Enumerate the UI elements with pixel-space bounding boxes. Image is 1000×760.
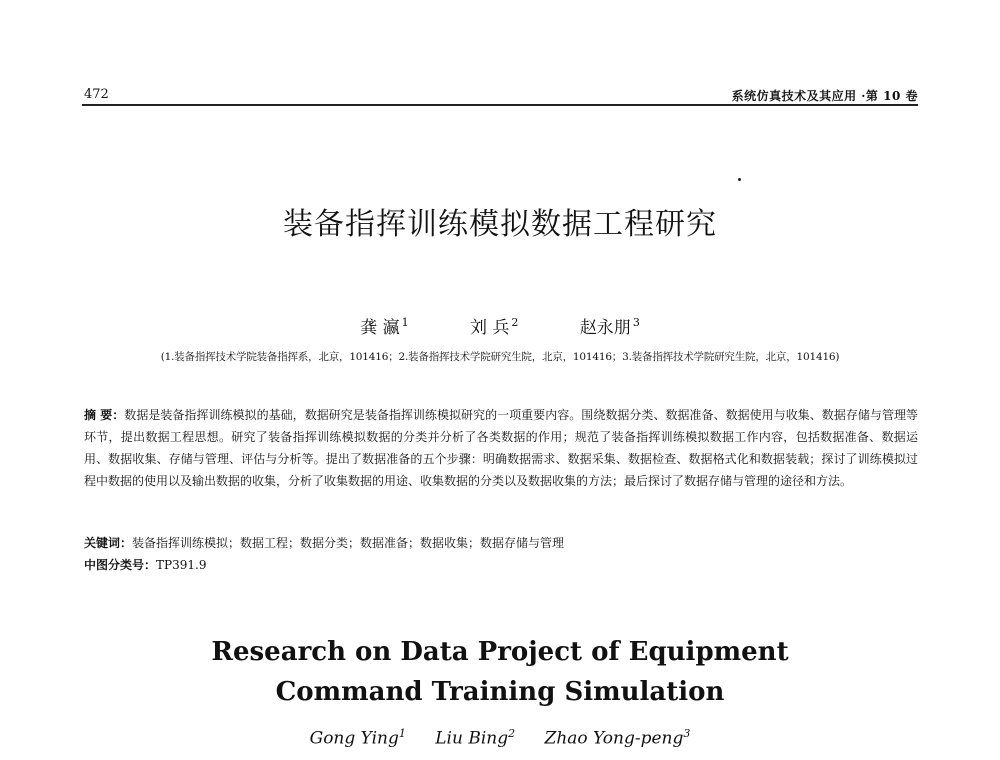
keywords-cn	[84, 534, 918, 551]
author-sup: 3	[632, 316, 640, 330]
author-sup: 3	[683, 727, 691, 740]
author-en	[435, 727, 515, 749]
abstract-cn	[84, 404, 918, 492]
author-sup: 2	[511, 316, 519, 330]
journal-info: 系统仿真技术及其应用 ·第 10 卷	[731, 89, 918, 103]
abstract-label: 摘 要：	[84, 408, 125, 422]
paper-title-cn: 装备指挥训练模拟数据工程研究	[283, 207, 717, 242]
author-cn	[470, 313, 518, 338]
classification-code	[84, 556, 918, 573]
clc-label: 中图分类号：	[84, 558, 157, 572]
paper-title-en-line2: Command Training Simulation	[275, 677, 725, 707]
author-sup: 1	[398, 727, 406, 740]
author-cn	[360, 313, 408, 338]
author-en	[310, 727, 406, 749]
author-name: 龚 瀛	[360, 318, 400, 338]
author-name: Liu Bing	[435, 728, 509, 749]
paper-title-en	[0, 632, 1000, 712]
author-en	[545, 727, 691, 749]
author-name: 刘 兵	[470, 318, 510, 338]
abstract-text: 数据是装备指挥训练模拟的基础，数据研究是装备指挥训练模拟研究的一项重要内容。围绕数据分类、数据准备、数据使用与收集、数据存储与管理等环节，提出数据工程思想。研究了装备指挥训练模拟数据的分类并分析了各类数据的作用；规范了装备指挥训练模拟数据工作内容，包括数据准备、数据运用、数据收集、存储与管理、评估与分析等。提出了数据准备的五个步骤：明确数据需求、数据采集、数据检查、数据格式化和数据装载；探讨了训练模拟过程中数据的使用以及输出数据的收集，分析了收集数据的用途、收集数据的分类以及数据收集的方法；最后探讨了数据存储与管理的途径和方法。	[84, 408, 918, 488]
stray-mark	[738, 178, 741, 181]
author-cn	[580, 313, 640, 338]
author-name: Zhao Yong-peng	[544, 728, 684, 749]
clc-text: TP391.9	[156, 558, 207, 572]
author-list-cn	[0, 313, 1000, 338]
author-name: 赵永朋	[579, 318, 631, 338]
author-sup: 2	[508, 727, 516, 740]
header-rule	[82, 104, 918, 106]
keywords-label: 关键词：	[84, 536, 133, 550]
paper-title-en-line1: Research on Data Project of Equipment	[211, 637, 789, 667]
author-name: Gong Ying	[309, 728, 399, 749]
keywords-text: 装备指挥训练模拟；数据工程；数据分类；数据准备；数据收集；数据存储与管理	[132, 536, 565, 550]
affiliations: (1.装备指挥技术学院装备指挥系，北京，101416；2.装备指挥技术学院研究生院，北京，101416；3.装备指挥技术学院研究生院，北京，101416)	[160, 351, 840, 363]
author-sup: 1	[401, 316, 409, 330]
author-list-en	[0, 727, 1000, 749]
page-number: 472	[84, 87, 109, 102]
